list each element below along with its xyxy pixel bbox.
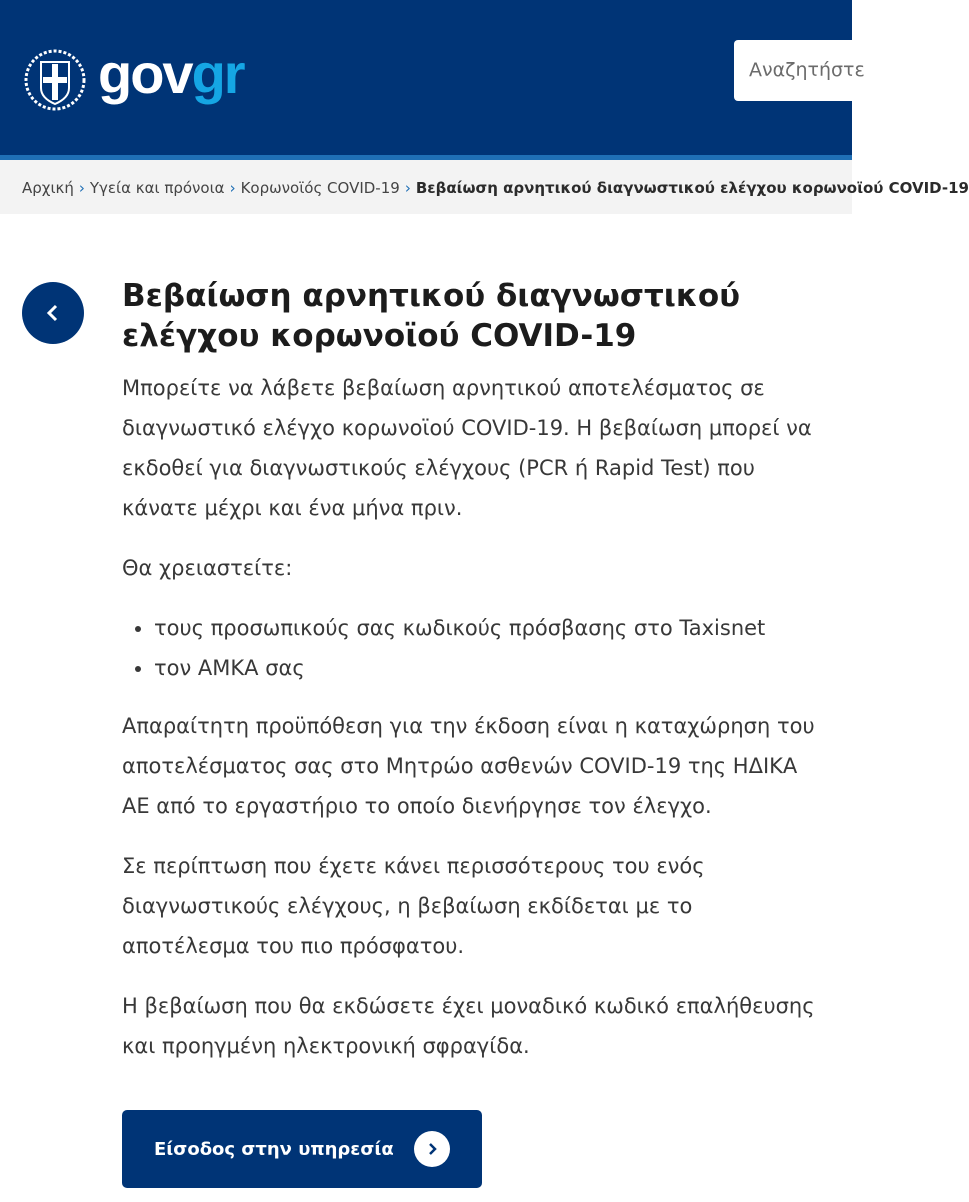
site-header [0, 0, 865, 155]
page-title: Βεβαίωση αρνητικού διαγνωστικού ελέγχου κορωνοϊού COVID-19 [122, 278, 741, 354]
intro-text: Μπορείτε να λάβετε βεβαίωση αρνητικού αποτελέσματος σε διαγνωστικό ελέγχο κορωνοϊού COVID-19. Η βεβαίωση μπορεί να εκδοθεί για διαγνωστικούς ελέγχους (PCR ή Rapid Test) που κάνατε μέχρι και ένα μήνα πριν. [122, 376, 812, 520]
enter-service-label: Είσοδος στην υπηρεσία [154, 1138, 394, 1160]
main-content [122, 276, 822, 1188]
search-input[interactable]: Αναζητήστε [734, 40, 874, 101]
back-button[interactable] [22, 282, 84, 344]
breadcrumb-current: Βεβαίωση αρνητικού διαγνωστικού ελέγχου κορωνοϊού COVID-19 [415, 179, 969, 197]
breadcrumb-home[interactable]: Αρχική [22, 179, 74, 197]
list-item: • τους προσωπικούς σας κωδικούς πρόσβασης στο Taxisnet [154, 608, 822, 648]
chevron-left-icon [43, 303, 63, 323]
enter-service-button[interactable] [122, 1110, 482, 1188]
multiple-tests-text: Σε περίπτωση που έχετε κάνει περισσότερους του ενός διαγνωστικούς ελέγχους, η βεβαίωση εκδίδεται με το αποτέλεσμα του πιο πρόσφατου. [122, 854, 705, 958]
breadcrumb [0, 160, 969, 214]
chevron-right-icon: › [78, 179, 85, 197]
requirements-list [154, 608, 822, 688]
logo-gr: gr [191, 42, 244, 105]
verification-text: Η βεβαίωση που θα εκδώσετε έχει μοναδικό κωδικό επαλήθευσης και προηγμένη ηλεκτρονική σφραγίδα. [122, 994, 815, 1058]
logo-gov: gov [98, 42, 192, 105]
chevron-right-icon: › [404, 179, 411, 197]
list-item: • τον ΑΜΚΑ σας [154, 648, 822, 688]
breadcrumb-health[interactable]: Υγεία και πρόνοια [89, 179, 225, 197]
chevron-right-icon: › [229, 179, 236, 197]
requirements-label: Θα χρειαστείτε: [122, 556, 293, 580]
prerequisite-text: Απαραίτητη προϋπόθεση για την έκδοση είναι η καταχώρηση του αποτελέσματος σας στο Μητρώο ασθενών COVID-19 της ΗΔΙΚΑ ΑΕ από το εργαστήριο το οποίο διενήργησε τον έλεγχο. [122, 714, 815, 818]
govgr-logo[interactable] [98, 44, 244, 104]
greek-emblem-icon [24, 48, 86, 112]
chevron-right-icon [414, 1131, 450, 1167]
breadcrumb-covid[interactable]: Κορωνοϊός COVID-19 [240, 179, 400, 197]
